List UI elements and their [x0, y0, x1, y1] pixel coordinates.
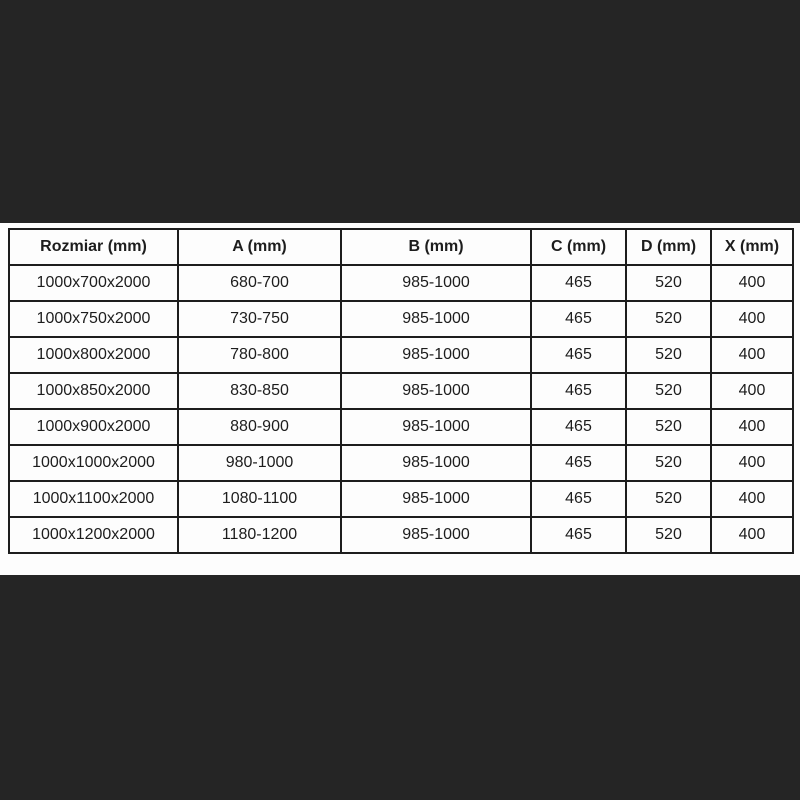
table-row — [9, 409, 793, 445]
size-table — [8, 228, 794, 554]
table-cell: 780-800 — [178, 337, 341, 373]
table-cell: 400 — [711, 373, 793, 409]
size-table-panel — [0, 223, 800, 575]
table-cell: 400 — [711, 481, 793, 517]
table-cell: 730-750 — [178, 301, 341, 337]
table-cell: 985-1000 — [341, 337, 531, 373]
table-cell: 985-1000 — [341, 409, 531, 445]
table-cell: 880-900 — [178, 409, 341, 445]
table-row — [9, 265, 793, 301]
table-row — [9, 301, 793, 337]
table-cell: 520 — [626, 265, 711, 301]
table-cell: 680-700 — [178, 265, 341, 301]
table-cell: 1000x700x2000 — [9, 265, 178, 301]
table-cell: 465 — [531, 409, 626, 445]
table-row — [9, 445, 793, 481]
table-cell: 520 — [626, 445, 711, 481]
table-cell: 1000x850x2000 — [9, 373, 178, 409]
table-cell: 400 — [711, 301, 793, 337]
table-cell: 520 — [626, 481, 711, 517]
table-cell: 1000x800x2000 — [9, 337, 178, 373]
table-cell: 520 — [626, 373, 711, 409]
column-header: C (mm) — [531, 229, 626, 265]
table-cell: 985-1000 — [341, 517, 531, 553]
table-row — [9, 481, 793, 517]
table-cell: 1000x900x2000 — [9, 409, 178, 445]
table-cell: 465 — [531, 517, 626, 553]
table-cell: 465 — [531, 265, 626, 301]
table-cell: 400 — [711, 337, 793, 373]
table-cell: 985-1000 — [341, 265, 531, 301]
table-cell: 1000x750x2000 — [9, 301, 178, 337]
table-cell: 520 — [626, 409, 711, 445]
column-header: Rozmiar (mm) — [9, 229, 178, 265]
table-cell: 1000x1100x2000 — [9, 481, 178, 517]
table-cell: 465 — [531, 373, 626, 409]
table-cell: 400 — [711, 409, 793, 445]
table-cell: 830-850 — [178, 373, 341, 409]
column-header: X (mm) — [711, 229, 793, 265]
table-cell: 985-1000 — [341, 481, 531, 517]
table-cell: 985-1000 — [341, 373, 531, 409]
table-cell: 465 — [531, 337, 626, 373]
table-row — [9, 373, 793, 409]
table-cell: 1080-1100 — [178, 481, 341, 517]
table-cell: 465 — [531, 445, 626, 481]
table-cell: 465 — [531, 301, 626, 337]
table-cell: 1180-1200 — [178, 517, 341, 553]
size-table-header — [9, 229, 793, 265]
table-cell: 520 — [626, 301, 711, 337]
column-header: D (mm) — [626, 229, 711, 265]
table-cell: 1000x1200x2000 — [9, 517, 178, 553]
table-cell: 985-1000 — [341, 445, 531, 481]
size-table-body — [9, 265, 793, 553]
table-cell: 1000x1000x2000 — [9, 445, 178, 481]
table-cell: 400 — [711, 445, 793, 481]
table-cell: 465 — [531, 481, 626, 517]
table-cell: 520 — [626, 337, 711, 373]
table-row — [9, 337, 793, 373]
column-header: A (mm) — [178, 229, 341, 265]
table-cell: 985-1000 — [341, 301, 531, 337]
table-cell: 980-1000 — [178, 445, 341, 481]
table-cell: 400 — [711, 517, 793, 553]
table-row — [9, 517, 793, 553]
column-header: B (mm) — [341, 229, 531, 265]
table-cell: 520 — [626, 517, 711, 553]
header-row — [9, 229, 793, 265]
table-cell: 400 — [711, 265, 793, 301]
